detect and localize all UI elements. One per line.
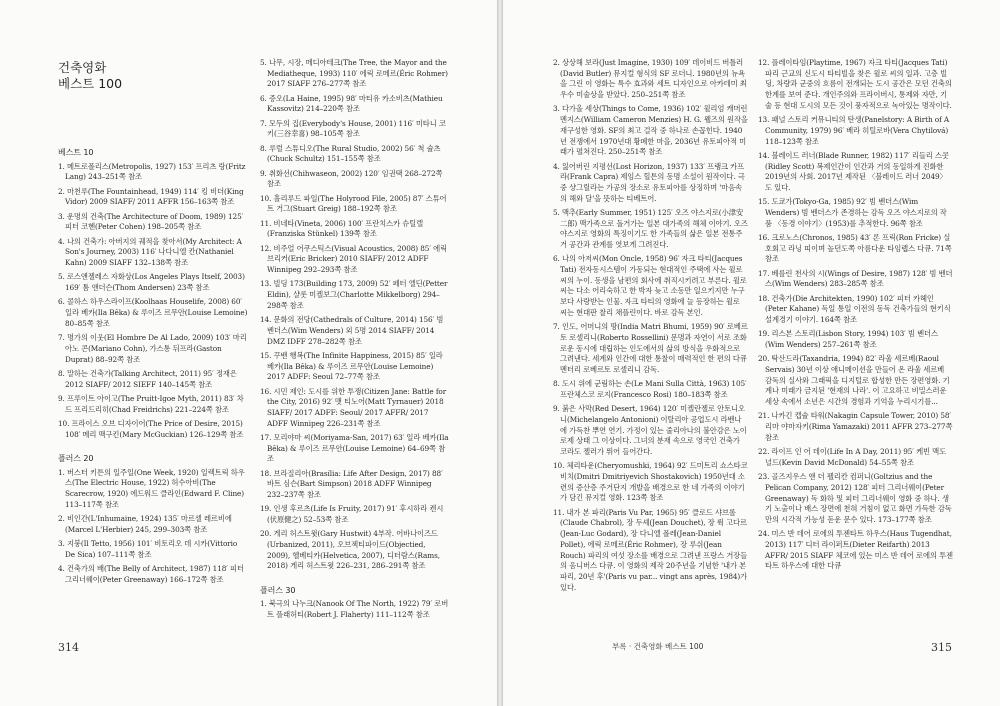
plus20-list-part2 — [260, 58, 450, 572]
film-entry: 16. 시민 제인: 도시를 위한 투쟁(Citizen Jane: Battle for the City, 2016) 92′ 맷 티노어(Matt Tyrnauer) 2018 SIAFF/ 2017 ADFF: Seoul/ 2017 AFFR/ 2017 ADFF Winnipeg 226–231쪽 참조 — [260, 386, 447, 428]
film-entry: 17. 베를린 천사의 시(Wings of Desire, 1987) 128′ 빔 벤더스(Wim Wenders) 283–285쪽 참조 — [758, 268, 953, 289]
left-page-number: 314 — [58, 641, 79, 654]
plus30-list-part1 — [260, 599, 450, 620]
right-column-1 — [553, 58, 748, 597]
film-entry: 4. 나의 건축가: 아버지의 궤적을 찾아서(My Architect: A Son's Journey, 2003) 116′ 나다니엘 칸(Nathaniel Kahn) 2009 SIAFF 132–138쪽 참조 — [58, 236, 242, 268]
film-entry: 14. 문화의 전당(Cathedrals of Culture, 2014) 156′ 빔 벤더스(Wim Wenders) 외 5명 2014 SIAFF/ 2014 DMZ IDFF 278–282쪽 참조 — [260, 315, 444, 346]
film-entry: 5. 맥추(Early Summer, 1951) 125′ 오즈 야스지로(小津安二郎) 맥가족으로 돌거가는 일본 대가족의 해체 이야기. 오즈 야스지로 영화의 특징이기도 한 가족들의 삶은 일본 전통주거 공간과 관계를 엿보게 그려진다. — [553, 207, 748, 250]
film-entry: 6. 콜하스 하우스라이프(Koolhaas Houselife, 2008) 60′ 일라 베카(Ila Bêka) & 루이즈 르무안(Louise Lemoine) 80–85쪽 참조 — [58, 297, 248, 328]
film-entry: 1. 버스터 키튼의 일주일(One Week, 1920) 일렉트릭 하우스(The Electric House, 1922) 허수아비(The Scarecrow, 1920) 에드워드 클라인(Edward F. Cline) 113–117쪽 참조 — [58, 467, 245, 509]
section-heading-plus30: 플러스 30 — [260, 585, 296, 595]
film-entry: 7. 모두의 집(Everybody's House, 2001) 116′ 미타니 코키(三谷幸喜) 98–105쪽 참조 — [260, 118, 446, 139]
film-entry: 6. 나의 아저씨(Mon Oncle, 1958) 96′ 자크 타티(Jacques Tati) 전자동시스템이 가동되는 현대적인 주택에 사는 윌로 씨의 누이. 동생을 남편의 회사에 취직시키려고 부른다. 윌로 씨는 다소 어리숙하고 한 박자 늦고 소동만 일으키지만 누구보다 사랑받는 인물. 자크 타티의 영화에 늘 등장하는 윌로 씨는 현대판 찰리 채플린이다. 바로 감독 본인. — [553, 254, 747, 317]
film-entry: 19. 인생 후르츠(Life Is Fruity, 2017) 91′ 후시하라 켄시(伏原健之) 52–53쪽 참조 — [260, 504, 444, 525]
film-entry: 2. 마천루(The Fountainhead, 1949) 114′ 킹 비더(King Vidor) 2009 SIAFF/ 2011 AFFR 156–163쪽 참조 — [58, 186, 244, 207]
film-entry: 16. 크로노스(Chronos, 1985) 43′ 론 프릭(Ron Fricke) 실호회고 라닝 띠이며 높던도쪽 아름다운 타임랩스 다큐. 71쪽 참조 — [758, 232, 952, 264]
best10-list — [58, 162, 248, 441]
film-entry: 9. 붉은 사막(Red Desert, 1964) 120′ 미켈란젤로 안토니오니(Michelangelo Antonioni) 이탈리아 공업도시 라벤나에 가득찬 뿌연 연기. 가정이 있는 줄리아나의 불안감은 노이로제 상태 그 이상이다. 그녀의 분재 속으로 영국인 건축가 코라도 젤러가 뛰어 들어간다. — [553, 404, 747, 457]
film-entry: 3. 지붕(Il Tetto, 1956) 101′ 비토리오 데 시카(Vittorio De Sica) 107–111쪽 참조 — [58, 538, 238, 559]
film-entry: 24. 미스 반 데어 로에의 투젠타트 하우스(Haus Tugendhat, 2013) 117′ 디터 라이퍼트(Dieter Reifarth) 2013 AFFR/ 2015 SIAFF 체코에 있는 미스 반 데어 로에의 투젠타트 하우스에 대한 다큐 — [758, 529, 954, 571]
left-column-1 — [58, 148, 248, 589]
film-entry: 15. 도쿄가(Tokyo-Ga, 1985) 92′ 빔 벤더스(Wim Wenders) 빔 벤더스가 존경하는 감독 오즈 야스지로의 작품 〈동경 이야기〉(1953)를 추적한다. 96쪽 참조 — [758, 197, 947, 228]
plus30-list-part3 — [758, 58, 953, 572]
film-entry: 9. 프루이트 아이고(The Pruitt-Igoe Myth, 2011) 83′ 차드 프리드리히(Chad Freidrichs) 221–224쪽 참조 — [58, 393, 244, 414]
film-entry: 20. 탁산드라(Taxandria, 1994) 82′ 라울 세르베(Raoul Servais) 30년 이상 애니메이션을 만들어 온 라울 세르베 감독의 실사와 그래픽을 디지털로 합성한 만든 장편영화. 기계나 미래가 금지된 '현재의 나라'. 이 고요하고 비밀스러운 세상 속에서 소년은 시간의 경험과 기억을 누리시기를... — [758, 354, 950, 407]
book-title — [58, 60, 122, 92]
book-title-line1: 건축영화 — [58, 60, 107, 75]
film-entry: 22. 라이프 인 어 데이(Life In A Day, 2011) 95′ 케빈 맥도널드(Kevin David McDonald) 54–55쪽 참조 — [758, 447, 947, 467]
film-entry: 19. 리스본 스토리(Lisbon Story, 1994) 103′ 빔 벤더스(Wim Wenders) 257–261쪽 참조 — [758, 329, 938, 350]
film-entry: 1. 메트로폴리스(Metropolis, 1927) 153′ 프리츠 랑(Fritz Lang) 243–251쪽 참조 — [58, 161, 246, 182]
film-entry: 2. 상상해 보라(Just Imagine, 1930) 109′ 데이비드 버틀러(David Butler) 뮤지컬 형식의 SF 로더니. 1980년의 뉴욕을 그린 이 영화는 특수 효과와 세트 디자인으로 아카데미 최우수 미술상을 받았다. 250–251쪽 참조 — [553, 58, 747, 100]
film-entry: 18. 브라질리아(Brasília: Life After Design, 2017) 88′ 바트 심슨(Bart Simpson) 2018 ADFF Winnipeg 232–237쪽 참조 — [260, 468, 443, 500]
right-column-2 — [758, 58, 953, 576]
film-entry: 2. 비인간(L'Inhumaine, 1924) 135′ 마르셀 레르비에(Marcel L'Herbier) 245, 299–303쪽 참조 — [58, 513, 232, 534]
film-entry: 7. 인도, 어머니의 땅(India Matri Bhumi, 1959) 90′ 로베르토 로셀리니(Roberto Rossellini) 문명과 자연이 서로 조화로운 동시에 대립하는 인도에서의 삶의 방식을 우화적으로 그려낸다. 세계와 인간에 대한 통찰이 매력적인 한 편의 다큐멘터리 로베르토 로셀리니 감독. — [553, 322, 748, 374]
film-entry: 11. 내가 본 파리(Paris Vu Par, 1965) 95′ 클로드 샤브롤(Claude Chabrol), 장 두셰(Jean Douchet), 장 뤽 고다르(Jean-Luc Godard), 장 다니엘 폴레(Jean-Daniel Pollet), 에릭 로메르(Éric Rohmer), 장 루쉬(Jean Rouch) 파리의 여섯 장소를 배경으로 그려낸 프랑스 거장들의 옴니버스 다큐. 이 영화의 제작 20주년을 기념한 '내가 본 파리, 20년 후'(Paris vu par... vingt ans après, 1984)가 있다. — [553, 507, 748, 592]
film-entry: 7. 명가의 이웃(El Hombre De Al Lado, 2009) 103′ 마리아노 콘(Mariano Cohn), 가스통 뒤프라(Gaston Duprat) 88–92쪽 참조 — [58, 333, 247, 364]
right-page — [503, 0, 1000, 706]
film-entry: 10. 프라이스 오브 디자이어(The Price of Desire, 2015) 108′ 메리 맥구킨(Mary McGuckian) 126–129쪽 참조 — [58, 418, 244, 439]
film-entry: 23. 골즈지우스 앤 더 펠리칸 컴퍼니(Goltzius and the Pelican Company, 2012) 128′ 피터 그리너웨이(Peter Greenaway) 독 화하 및 피터 그리너웨이 영화 중 하나. 생기 노출이나 배스 장면에 천혀 거침이 없고 화면 가득한 감독만의 시각적 가능성 돋운 문수 있다. 173–177쪽 참조 — [758, 472, 952, 524]
film-entry: 8. 도시 위에 군림하는 손(Le Mani Sulla Città, 1963) 105′ 프란체스코 로지(Francesco Rosi) 180–183쪽 참조 — [553, 379, 747, 399]
film-entry: 17. 모리야마 씨(Moriyama-San, 2017) 63′ 일라 베카(Ila Bêka) & 루이즈 르무안(Louise Lemoine) 64–69쪽 참조 — [260, 432, 449, 464]
book-title-line2: 베스트 100 — [58, 76, 123, 91]
film-entry: 13. 패널 스토리 커뮤니티의 탄생(Panelstory: A Birth of A Community, 1979) 96′ 베라 히틸로바(Vera Chytilová) 118–123쪽 참조 — [758, 115, 950, 146]
film-entry: 13. 빌딩 173(Building 173, 2009) 52′ 페터 엘딘(Petter Eldin), 샬롯 미켈보그(Charlotte Mikkelborg) 294–298쪽 참조 — [260, 279, 448, 310]
film-entry: 14. 블레이드 러너(Blade Runner, 1982) 117′ 리들리 스콧(Ridley Scott) 복제인간이 인간과 거의 동일하게 진화한 2019년의 사회. 2017년 제작된 〈블레이드 러너 2049〉도 있다. — [758, 150, 949, 192]
film-entry: 10. 홀리루드 파일(The Holyrood File, 2005) 87′ 스튜어트 거그(Stuart Greig) 188–192쪽 참조 — [260, 193, 447, 214]
film-entry: 9. 취화선(Chihwaseon, 2002) 120′ 임권택 268–272쪽 참조 — [260, 168, 443, 189]
plus30-list-part2 — [553, 58, 748, 593]
film-entry: 15. 꾸밴 행복(The Infinite Happiness, 2015) 85′ 일라 베카(Ila Bêka) & 루이즈 르무안(Louise Lemoine) 2017 ADFF: Seoul 72–77쪽 참조 — [260, 350, 443, 382]
film-entry: 4. 건축가의 배(The Belly of Architect, 1987) 118′ 피터 그리너웨이(Peter Greenaway) 166–172쪽 참조 — [58, 563, 244, 584]
plus20-list-part1 — [58, 468, 248, 586]
section-heading-plus20: 플러스 20 — [58, 453, 94, 463]
left-page — [0, 0, 497, 706]
film-entry: 12. 비주얼 어쿠스틱스(Visual Acoustics, 2008) 85′ 에릭 브리커(Eric Bricker) 2010 SIAFF/ 2012 ADFF Winnipeg 292–293쪽 참조 — [260, 243, 448, 275]
film-entry: 4. 잃어버린 지평선(Lost Horizon, 1937) 133′ 프랭크 카프라(Frank Capra) 제임스 힐튼의 동명 소설이 원작이다. 극중 샹그릴라는 가공의 장소로 유토피아를 상징하며 '마음속의 해와 달'을 뜻하는 티베트어. — [553, 161, 745, 203]
film-entry: 21. 나카긴 캡슐 타워(Nakagin Capsule Tower, 2010) 58′ 리마 야마자키(Rima Yamazaki) 2011 AFFR 273–277쪽 참조 — [758, 411, 953, 442]
film-entry: 20. 게리 허스트윗(Gary Hustwit) 4부작. 어바나이즈드(Urbanized, 2011), 오브젝티파이드(Objectied, 2009), 헬베티카(Helvetica, 2007), 디터람스(Rams, 2018) 게리 허스트윗 226–231, 286–291쪽 참조 — [260, 529, 440, 571]
film-entry: 3. 운명의 건축(The Architecture of Doom, 1989) 125′ 피터 코헨(Peter Cohen) 198–205쪽 참조 — [58, 211, 244, 232]
film-entry: 10. 체리타운(Cheryomushki, 1964) 92′ 드미트리 쇼스타코비치(Dmitri Dmitriyevich Shostakovich) 1950년대 소련의 증산층 주거단지 개발을 배경으로 한 네 가족의 이야기가 담긴 뮤지컬 영화. 123쪽 참조 — [553, 461, 748, 503]
film-entry: 11. 비네타(Vineta, 2006) 100′ 프란치스카 슈틸렐(Franziska Stünkel) 139쪽 참조 — [260, 218, 424, 239]
section-heading-best10: 베스트 10 — [58, 148, 94, 157]
film-entry: 8. 말하는 건축가(Talking Architect, 2011) 95′ 정재은 2012 SIAFF/ 2012 SIEFF 140–145쪽 참조 — [58, 368, 237, 389]
film-entry: 5. 로스앤젤레스 자화상(Los Angeles Plays Itself, 2003) 169′ 톰 앤더슨(Thom Andersen) 23쪽 참조 — [58, 272, 245, 293]
film-entry: 1. 북극의 나누크(Nanook Of The North, 1922) 79′ 로버트 플래허티(Robert J. Flaherty) 111–112쪽 참조 — [260, 599, 449, 620]
film-entry: 12. 플레이타임(Playtime, 1967) 자크 타티(Jacques Tati) 파리 근교의 신도시 타티빌을 찾은 윌로 씨의 일과. 고층 빌딩, 차량과 군중의 흐름이 전개되는 도시 공간은 모던 건축의 한계를 보여 준다. 개인주의와 프라이버시, 통제와 자만, 기술 등 현대 도시의 모든 것이 풍자적으로 녹아있는 명작이다. — [758, 58, 952, 110]
left-column-2 — [260, 58, 450, 624]
film-entry: 6. 증오(La Haine, 1995) 98′ 마티유 카소비츠(Mathieu Kassovitz) 214–220쪽 참조 — [260, 93, 443, 114]
running-head: 부록 · 건축영화 베스트 100 — [612, 642, 704, 651]
right-page-number: 315 — [931, 641, 952, 654]
film-entry: 8. 루럴 스튜디오(The Rural Studio, 2002) 56′ 척 슐츠(Chuck Schultz) 151–155쪽 참조 — [260, 143, 441, 164]
film-entry: 3. 다가올 세상(Things to Come, 1936) 102′ 윌리엄 캐머런 멘지스(William Cameron Menzies) H. G. 웰즈의 원작을 재구성한 영화. SF의 최고 걸작 중 하나로 손꼽힌다. 1940년 전쟁에서 1970년대 황폐한 마을, 2036년 유토피아적 미래가 펼쳐진다. 250–251쪽 참조 — [553, 104, 748, 157]
film-entry: 5. 나무, 시장, 메디아테크(The Tree, the Mayor and the Mediatheque, 1993) 110′ 에릭 로메르(Éric Rohmer) 2017 SIAFF 276–277쪽 참조 — [260, 58, 448, 89]
film-entry: 18. 건축가(Die Architekten, 1990) 102′ 피터 카헤인(Peter Kahane) 독일 통일 이전의 동독 건축가들의 현키식 설계경기 이야기. 164쪽 참조 — [758, 293, 951, 325]
